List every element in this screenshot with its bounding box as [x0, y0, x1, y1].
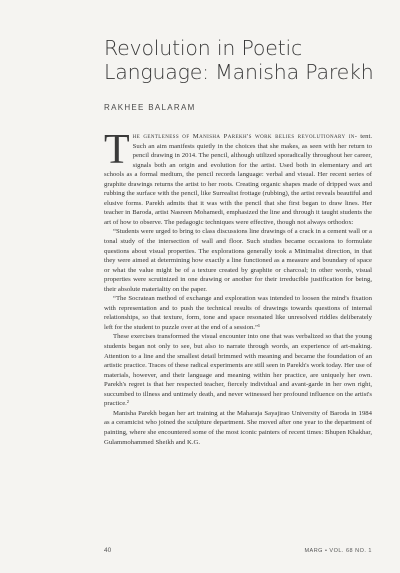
body-paragraph-1: [104, 127, 372, 227]
body-paragraph-3: “The Socratean method of exchange and exploration was intended to loosen the mind's fixation with representation and to push the technical results of drawings towards questions of internal relationships, so that texture, form, tone and space resonated like unresolved riddles deliberately left for the student to puzzle over at the end of a session.”¹: [104, 295, 372, 331]
body-paragraph-5: Manisha Parekh began her art training at the Maharaja Sayajirao University of Baroda in 1984 as a ceramicist who joined the sculpture department. She moved after one year to the department of painting, where she encountered some of the most iconic painters of recent times: Bhupen Khakhar, Gulammohammed Sheikh and K.G.: [104, 409, 372, 446]
journal-reference: MARG • VOL. 68 NO. 1: [304, 548, 372, 554]
lead-small-caps: he gentleness of Manisha Parekh's work belies revolutionary in-: [132, 133, 358, 140]
body-paragraph-4: These exercises transformed the visual encounter into one that was verbalized so that the young students began not only to see, but also to narrate through words, an experience of art-making. Attention to a line and the smallest detail brimmed with meaning and became the foundation of an artistic practice. Traces of these radical experiments are still seen in Parekh's work today. Her use of materials, however, and their language and meaning within her practice, are uniquely her own. Parekh's regret is that her respected teacher, fiercely individual and avant-garde in her own right, succumbed to illness and untimely death, and never witnessed her profound influence on the artist's practice.²: [104, 333, 372, 408]
article-author: RAKHEE BALARAM: [104, 103, 196, 112]
drop-cap: T: [104, 127, 130, 173]
paragraph-text: tent. Such an aim manifests quietly in the choices that she makes, as seen with her return to pencil drawing in 2014. The pencil, although utilized sporadically throughout her career, signals both an origin and evolution for the artist. Used both in elementary and art schools as a formal medium, the pencil records language: verbal and visual. Her recent series of graphite drawings returns the artist to her roots. Creating organic shapes made of dripped wax and rubbing the surface with the pencil, like Surrealist frottage (rubbing), the artist reveals beautiful and elusive forms. Parekh admits that it was with the pencil that she first began to draw lines. Her teacher in Baroda, artist Nasreen Mohamedi, emphasized the line and through it taught students the art of how to observe. The pedagogic techniques were effective, though not always orthodox:: [104, 133, 372, 226]
body-paragraph-2: “Students were urged to bring to class discussions line drawings of a crack in a cement wall or a tonal study of the intersection of wall and floor. Such studies became occasions to formulate questions about visual properties. The explorations generally took a Minimalist direction, in that they were aimed at determining how exactly a line functioned as a measure and boundary of space or what the value might be of a texture created by graphite or charcoal; in other words, visual properties were scrutinized in one drawing or another for their irreducible justification for being, their absolute materiality on the paper.: [104, 228, 372, 293]
page-number: 40: [104, 547, 112, 554]
article-title: Revolution in Poetic Language: Manisha Parekh: [104, 36, 374, 84]
article-body: [104, 127, 372, 447]
